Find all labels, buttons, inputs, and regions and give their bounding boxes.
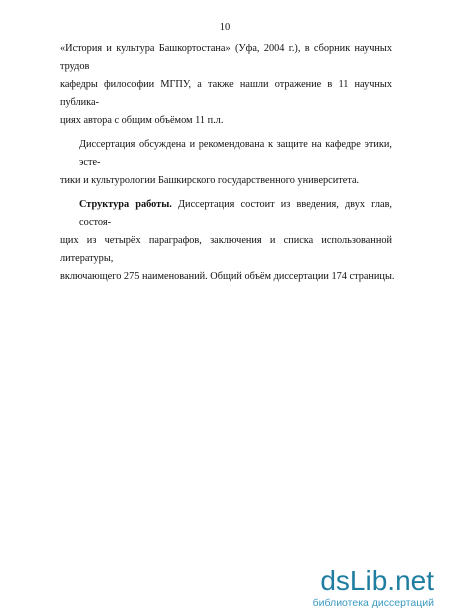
structure-heading: Структура работы. <box>79 199 172 210</box>
document-body <box>60 40 395 292</box>
text-line: кафедры философии МГПУ, а также нашли отражение в 11 научных публика- <box>60 79 392 108</box>
text-line: включающего 275 наименований. Общий объём диссертации 174 страницы. <box>60 271 395 282</box>
text-line: циях автора с общим объёмом 11 п.л. <box>60 115 224 126</box>
text-fragment: Диссертация состоит из введения, двух глав, состоя- <box>79 199 393 228</box>
text-line: щих из четырёх параграфов, заключения и списка использованной литературы, <box>60 235 392 264</box>
paragraph-publications <box>60 40 392 130</box>
text-line: тики и культурологии Башкирского государственного университета. <box>60 175 360 186</box>
page-number: 10 <box>219 22 231 33</box>
text-line: Диссертация обсуждена и рекомендована к защите на кафедре этики, эсте- <box>79 139 392 168</box>
watermark-logo: dsLib.net <box>320 565 434 596</box>
watermark-subtitle: библиотека диссертаций <box>312 597 434 609</box>
paragraph-structure <box>60 196 395 286</box>
watermark <box>284 567 434 610</box>
text-line <box>60 196 392 232</box>
text-line: «История и культура Башкортостана» (Уфа, 2004 г.), в сборник научных трудов <box>60 43 392 72</box>
paragraph-defense <box>60 136 392 190</box>
